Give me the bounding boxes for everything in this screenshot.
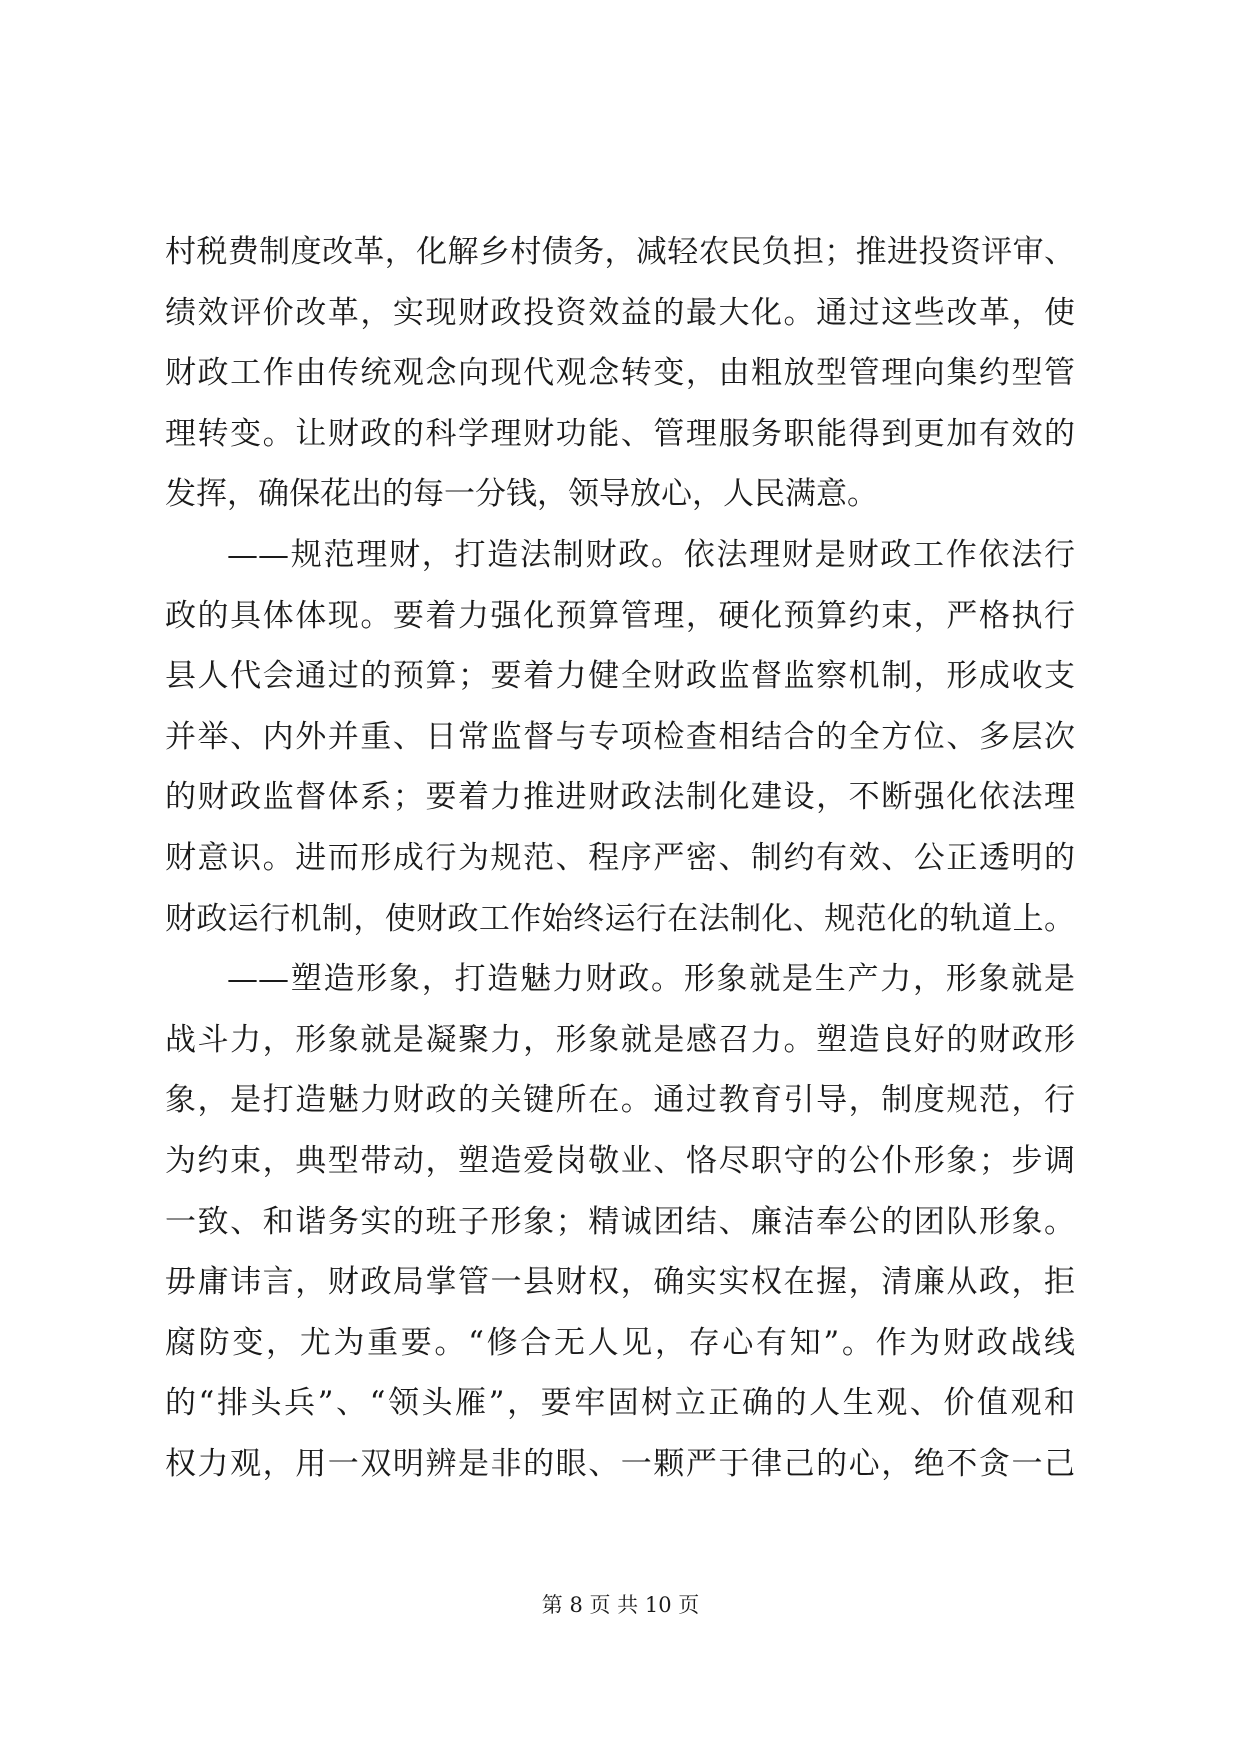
text-line: 为约束，典型带动，塑造爱岗敬业、恪尽职守的公仆形象；步调 xyxy=(165,1142,1075,1179)
text-line: 财政工作由传统观念向现代观念转变，由粗放型管理向集约型管 xyxy=(165,355,1075,392)
text-line: 的财政监督体系；要着力推进财政法制化建设，不断强化依法理 xyxy=(165,779,1075,816)
text-line: 村税费制度改革，化解乡村债务，减轻农民负担；推进投资评审、 xyxy=(165,234,1075,270)
page-number-footer: 第 8 页 共 10 页 xyxy=(541,1593,700,1617)
text-line: 战斗力，形象就是凝聚力，形象就是感召力。塑造良好的财政形 xyxy=(165,1021,1075,1058)
text-line: 一致、和谐务实的班子形象；精诚团结、廉洁奉公的团队形象。 xyxy=(165,1203,1075,1240)
text-line: 毋庸讳言，财政局掌管一县财权，确实实权在握，清廉从政，拒 xyxy=(165,1264,1075,1301)
text-line: 绩效评价改革，实现财政投资效益的最大化。通过这些改革，使 xyxy=(165,294,1075,331)
text-line: 腐防变，尤为重要。“修合无人见，存心有知”。作为财政战线 xyxy=(165,1324,1075,1361)
text-line: 象，是打造魅力财政的关键所在。通过教育引导，制度规范，行 xyxy=(165,1082,1075,1119)
text-line: 理转变。让财政的科学理财功能、管理服务职能得到更加有效的 xyxy=(165,415,1075,452)
text-line: 发挥，确保花出的每一分钱，领导放心，人民满意。 xyxy=(165,476,878,513)
text-line: 县人代会通过的预算；要着力健全财政监督监察机制，形成收支 xyxy=(165,658,1075,695)
text-line: 财政运行机制，使财政工作始终运行在法制化、规范化的轨道上。 xyxy=(165,900,1075,937)
text-line: 财意识。进而形成行为规范、程序严密、制约有效、公正透明的 xyxy=(165,839,1075,876)
body-text xyxy=(165,222,1075,1494)
text-line: 政的具体体现。要着力强化预算管理，硬化预算约束，严格执行 xyxy=(165,597,1075,634)
text-line: 权力观，用一双明辨是非的眼、一颗严于律己的心，绝不贪一己 xyxy=(165,1445,1075,1482)
paragraph-start-line: ——规范理财，打造法制财政。依法理财是财政工作依法行 xyxy=(227,536,1075,573)
text-line: 并举、内外并重、日常监督与专项检查相结合的全方位、多层次 xyxy=(165,718,1075,755)
paragraph-start-line: ——塑造形象，打造魅力财政。形象就是生产力，形象就是 xyxy=(227,961,1075,998)
text-line: 的“排头兵”、“领头雁”，要牢固树立正确的人生观、价值观和 xyxy=(165,1385,1075,1422)
